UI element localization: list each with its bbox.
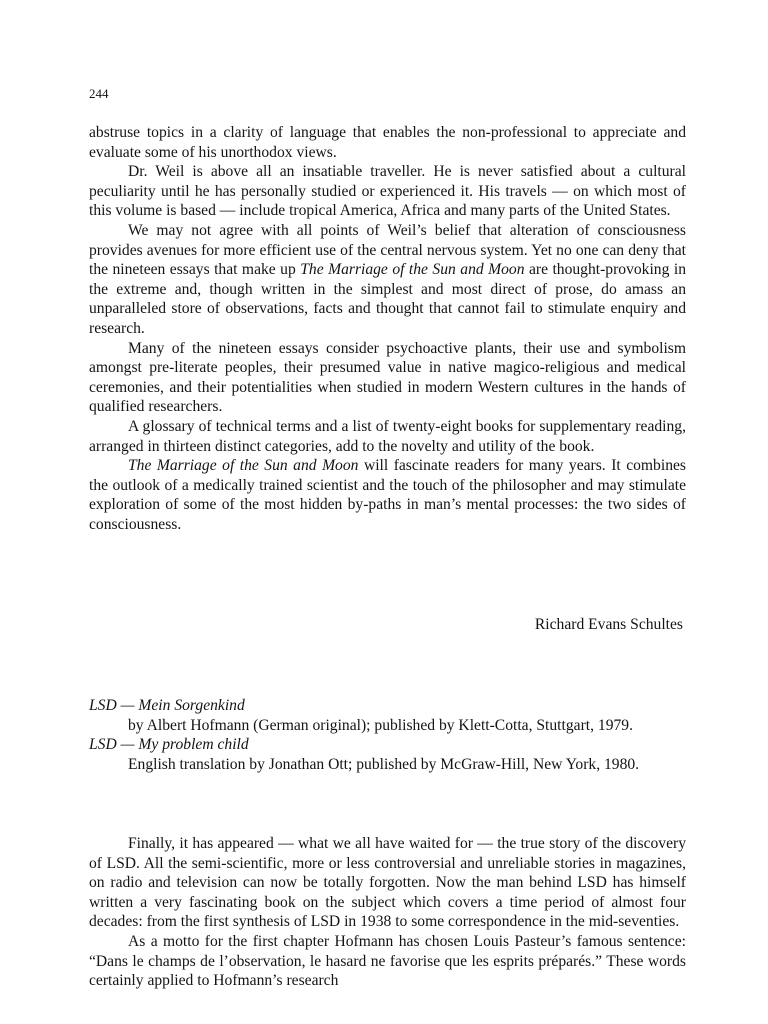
review-2-body [89,834,686,991]
review-1-paragraph-4: Many of the nineteen essays consider psychoactive plants, their use and symbolism amongst pre-literate peoples, their presumed value in native magico-religious and medical ceremonies, and their potentialities when studied in modern Western cultures in the hands of qualified researchers. [89,339,686,416]
review-1-paragraph-3: We may not agree with all points of Weil’s belief that alteration of consciousness provides avenues for more efficient use of the central nervous system. Yet no one can deny that the nineteen essays that make up The Marriage of the Sun and Moon are thought-provoking in the extreme and, though written in the simplest and most direct of prose, do amass an unparalleled store of observations, facts and thought that cannot fail to stimulate enquiry and research. [89,221,686,337]
citation-title-english: LSD — My problem child [89,736,249,754]
review-1-paragraph-5: A glossary of technical terms and a list of twenty-eight books for supplementary reading, arranged in thirteen distinct categories, add to the novelty and utility of the book. [89,417,686,455]
book-title-italic: The Marriage of the Sun and Moon [300,261,525,279]
review-2-paragraph-2: As a motto for the first chapter Hofmann has chosen Louis Pasteur’s famous sentence: “Dans le champs de l’observation, le hasard ne favorise que les esprits préparés.” These words certainly applied to Hofmann’s research [89,932,686,990]
citation-title-german: LSD — Mein Sorgenkind [89,697,245,714]
review-2-paragraph-1: Finally, it has appeared — what we all have waited for — the true story of the discovery of LSD. All the semi-scientific, more or less controversial and unreliable stories in magazines, on radio and television can now be totally forgotten. Now the man behind LSD has himself written a very fascinating book on the subject which covers a time period of almost four decades: from the first synthesis of LSD in 1938 to some correspondence in the mid-seventies. [89,835,686,931]
citation-detail-english: English translation by Jonathan Ott; published by McGraw-Hill, New York, 1980. [128,755,640,773]
review-1-paragraph-2: Dr. Weil is above all an insatiable traveller. He is never satisfied about a cultural peculiarity until he has personally studied or experienced it. His travels — on which most of this volume is based — include tropical America, Africa and many parts of the United States. [89,163,686,220]
book-citations [89,696,686,774]
review-1-paragraph-6: The Marriage of the Sun and Moon will fascinate readers for many years. It combines the outlook of a medically trained scientist and the touch of the philosopher and may stimulate exploration of some of the most hidden by-paths in man’s mental processes: the two sides of consciousness. [89,457,686,533]
citation-detail-german: by Albert Hofmann (German original); published by Klett-Cotta, Stuttgart, 1979. [128,716,633,734]
book-title-italic: The Marriage of the Sun and Moon [128,457,359,475]
review-1-body [89,123,686,534]
review-1-paragraph-1: abstruse topics in a clarity of language that enables the non-professional to appreciate and evaluate some of his unorthodox views. [89,124,686,161]
reviewer-signature: Richard Evans Schultes [534,616,683,633]
page-number: 244 [89,86,109,101]
